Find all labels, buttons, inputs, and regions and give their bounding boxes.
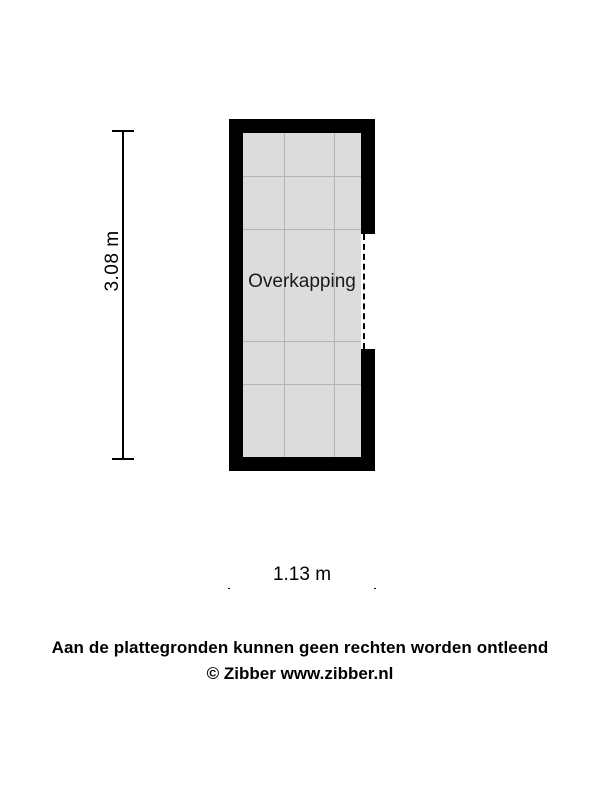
footer bbox=[0, 638, 600, 684]
footer-copyright: © Zibber www.zibber.nl bbox=[206, 664, 394, 683]
grid-line-vertical bbox=[334, 133, 335, 457]
grid-line-horizontal bbox=[243, 176, 361, 177]
footer-disclaimer: Aan de plattegronden kunnen geen rechten worden ontleend bbox=[51, 638, 549, 657]
wall-bottom bbox=[229, 457, 375, 471]
room-outline bbox=[229, 119, 375, 471]
grid-line-vertical bbox=[284, 133, 285, 457]
vertical-dimension-label: 3.08 m bbox=[102, 230, 123, 292]
wall-top bbox=[229, 119, 375, 133]
room-floor-fill bbox=[243, 133, 361, 457]
grid-line-horizontal bbox=[243, 384, 361, 385]
grid-line-horizontal bbox=[243, 229, 361, 230]
grid-line-horizontal bbox=[243, 341, 361, 342]
vertical-dimension-cap-bottom bbox=[112, 458, 134, 460]
wall-right-upper bbox=[361, 119, 375, 234]
horizontal-dimension-label: 1.13 m bbox=[188, 562, 416, 588]
horizontal-dimension bbox=[228, 562, 376, 596]
vertical-dimension bbox=[104, 130, 144, 460]
wall-right-lower bbox=[361, 349, 375, 471]
wall-left bbox=[229, 119, 243, 471]
room-label: Overkapping bbox=[248, 271, 356, 292]
